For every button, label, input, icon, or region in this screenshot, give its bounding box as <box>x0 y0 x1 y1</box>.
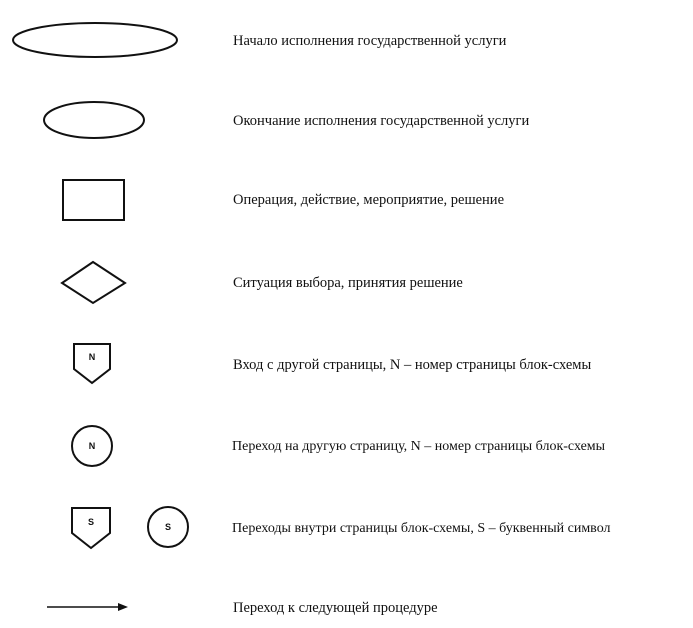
decision-diamond-icon <box>62 262 125 303</box>
label-next-procedure: Переход к следующей процедуре <box>233 600 438 616</box>
circle-symbol-n: N <box>88 441 96 451</box>
label-start: Начало исполнения государственной услуги <box>233 33 507 49</box>
label-in-page: Переходы внутри страницы блок-схемы, S – буквенный символ <box>232 521 611 536</box>
label-end: Окончание исполнения государственной услуги <box>233 113 530 129</box>
next-procedure-arrow-icon <box>47 603 128 611</box>
page-entry-pentagon-icon <box>74 344 110 383</box>
pentagon-symbol-s: S <box>87 517 95 527</box>
in-page-circle-icon <box>148 507 188 547</box>
label-page-entry: Вход с другой страницы, N – номер страницы блок-схемы <box>233 357 592 373</box>
label-operation: Операция, действие, мероприятие, решение <box>233 192 505 208</box>
end-ellipse-icon <box>44 102 144 138</box>
label-page-transition: Переход на другую страницу, N – номер страницы блок-схемы <box>232 439 606 454</box>
circle-symbol-s: S <box>164 522 172 532</box>
pentagon-symbol-n: N <box>88 352 96 362</box>
start-ellipse-icon <box>13 23 177 57</box>
in-page-pentagon-icon <box>72 508 110 548</box>
label-decision: Ситуация выбора, принятия решение <box>233 275 463 291</box>
operation-rectangle-icon <box>63 180 124 220</box>
page-transition-circle-icon <box>72 426 112 466</box>
